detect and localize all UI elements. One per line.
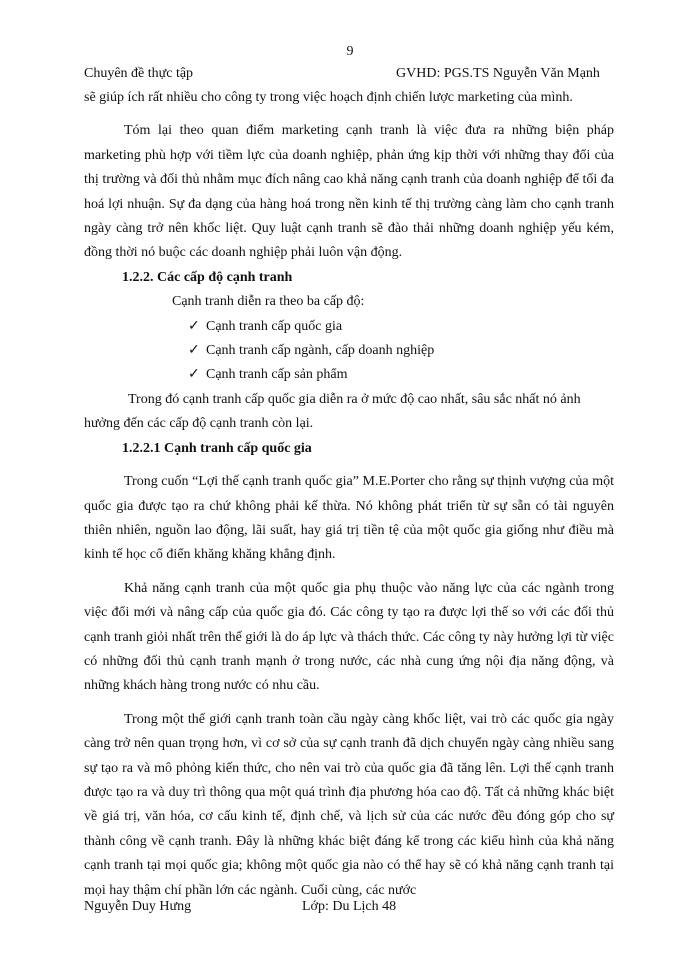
paragraph-porter: Trong cuốn “Lợi thế cạnh tranh quốc gia” M.E.Porter cho rằng sự thịnh vượng của một quốc gia được tạo ra chứ không phải kế thừa. Nó không phát triển từ sự sẵn có tài nguyên thiên nhiên, nguồn lao động, lãi suất, hay giá trị tiền tệ của một quốc gia giống như điều mà kinh tế học cổ điển khăng khăng khẳng định. bbox=[84, 474, 614, 563]
list-item bbox=[188, 315, 614, 339]
paragraph-summary: Tóm lại theo quan điểm marketing cạnh tranh là việc đưa ra những biện pháp marketing phù hợp với tiềm lực của doanh nghiệp, phản ứng kịp thời với những thay đổi của thị trường và đối thủ nhằm mục đích nâng cao khả năng cạnh tranh của doanh nghiệp để tối đa hoá lợi nhuận. Sự đa dạng của hàng hoá trong nền kinh tế thị trường càng làm cho cạnh tranh ngày càng trở nên khốc liệt. Quy luật cạnh tranh sẽ đào thải những doanh nghiệp yếu kém, đồng thời nó buộc các doanh nghiệp phải luôn vận động. bbox=[84, 123, 614, 261]
check-icon: ✓ bbox=[188, 367, 200, 383]
list-item bbox=[188, 363, 614, 387]
competition-levels-list bbox=[84, 315, 614, 388]
section-heading-1-2-2-1: 1.2.2.1 Cạnh tranh cấp quốc gia bbox=[122, 440, 312, 456]
page-number: 9 bbox=[346, 44, 354, 59]
document-body bbox=[84, 86, 614, 903]
list-item-label: Cạnh tranh cấp quốc gia bbox=[206, 318, 343, 334]
header-document-title: Chuyên đề thực tập bbox=[84, 66, 194, 81]
list-item-label: Cạnh tranh cấp sản phẩm bbox=[206, 367, 348, 383]
paragraph-global-competition: Trong một thế giới cạnh tranh toàn cầu ngày càng khốc liệt, vai trò các quốc gia ngày càng trở nên quan trọng hơn, vì cơ sở của sự cạnh tranh đã dịch chuyển ngày càng nhiều sang sự tạo ra và mô phỏng kiến thức, cho nên vai trò của quốc gia đã tăng lên. Lợi thế cạnh tranh được tạo ra và duy trì thông qua một quá trình địa phương hóa cao độ. Tất cả những khác biệt về giá trị, văn hóa, cơ cấu kinh tế, định chế, và lịch sử của các nước đều đóng góp cho sự thành công về cạnh tranh. Đây là những khác biệt đáng kể trong các kiểu hình của khả năng cạnh tranh tại mọi quốc gia; không một quốc gia nào có thể hay sẽ có khả năng cạnh tranh tại mọi hay thậm chí phần lớn các ngành. Cuối cùng, các nước bbox=[84, 711, 614, 898]
list-intro: Cạnh tranh diễn ra theo ba cấp độ: bbox=[172, 294, 365, 310]
footer-class: Lớp: Du Lịch 48 bbox=[302, 899, 397, 914]
paragraph-national-competitiveness: Khả năng cạnh tranh của một quốc gia phụ thuộc vào năng lực của các ngành trong việc đổi mới và nâng cấp của quốc gia đó. Các công ty tạo ra được lợi thế so với các đối thủ cạnh tranh giỏi nhất trên thế giới là do áp lực và thách thức. Các công ty này hưởng lợi từ việc có những đối thủ cạnh tranh mạnh ở trong nước, các nhà cung ứng nội địa năng động, và những khách hàng trong nước có nhu cầu. bbox=[84, 580, 614, 694]
paragraph-national-level: Trong đó cạnh tranh cấp quốc gia diễn ra ở mức độ cao nhất, sâu sắc nhất nó ảnh hưởng đến các cấp độ cạnh tranh còn lại. bbox=[84, 391, 581, 432]
list-item-label: Cạnh tranh cấp ngành, cấp doanh nghiệp bbox=[206, 343, 435, 359]
footer-author: Nguyễn Duy Hưng bbox=[84, 899, 192, 914]
section-heading-1-2-2: 1.2.2. Các cấp độ cạnh tranh bbox=[122, 269, 293, 285]
header-supervisor: GVHD: PGS.TS Nguyễn Văn Mạnh bbox=[396, 66, 600, 81]
check-icon: ✓ bbox=[188, 318, 200, 334]
paragraph-continuation: sẽ giúp ích rất nhiều cho công ty trong việc hoạch định chiến lược marketing của mình. bbox=[84, 90, 573, 105]
list-item bbox=[188, 339, 614, 363]
check-icon: ✓ bbox=[188, 343, 200, 359]
